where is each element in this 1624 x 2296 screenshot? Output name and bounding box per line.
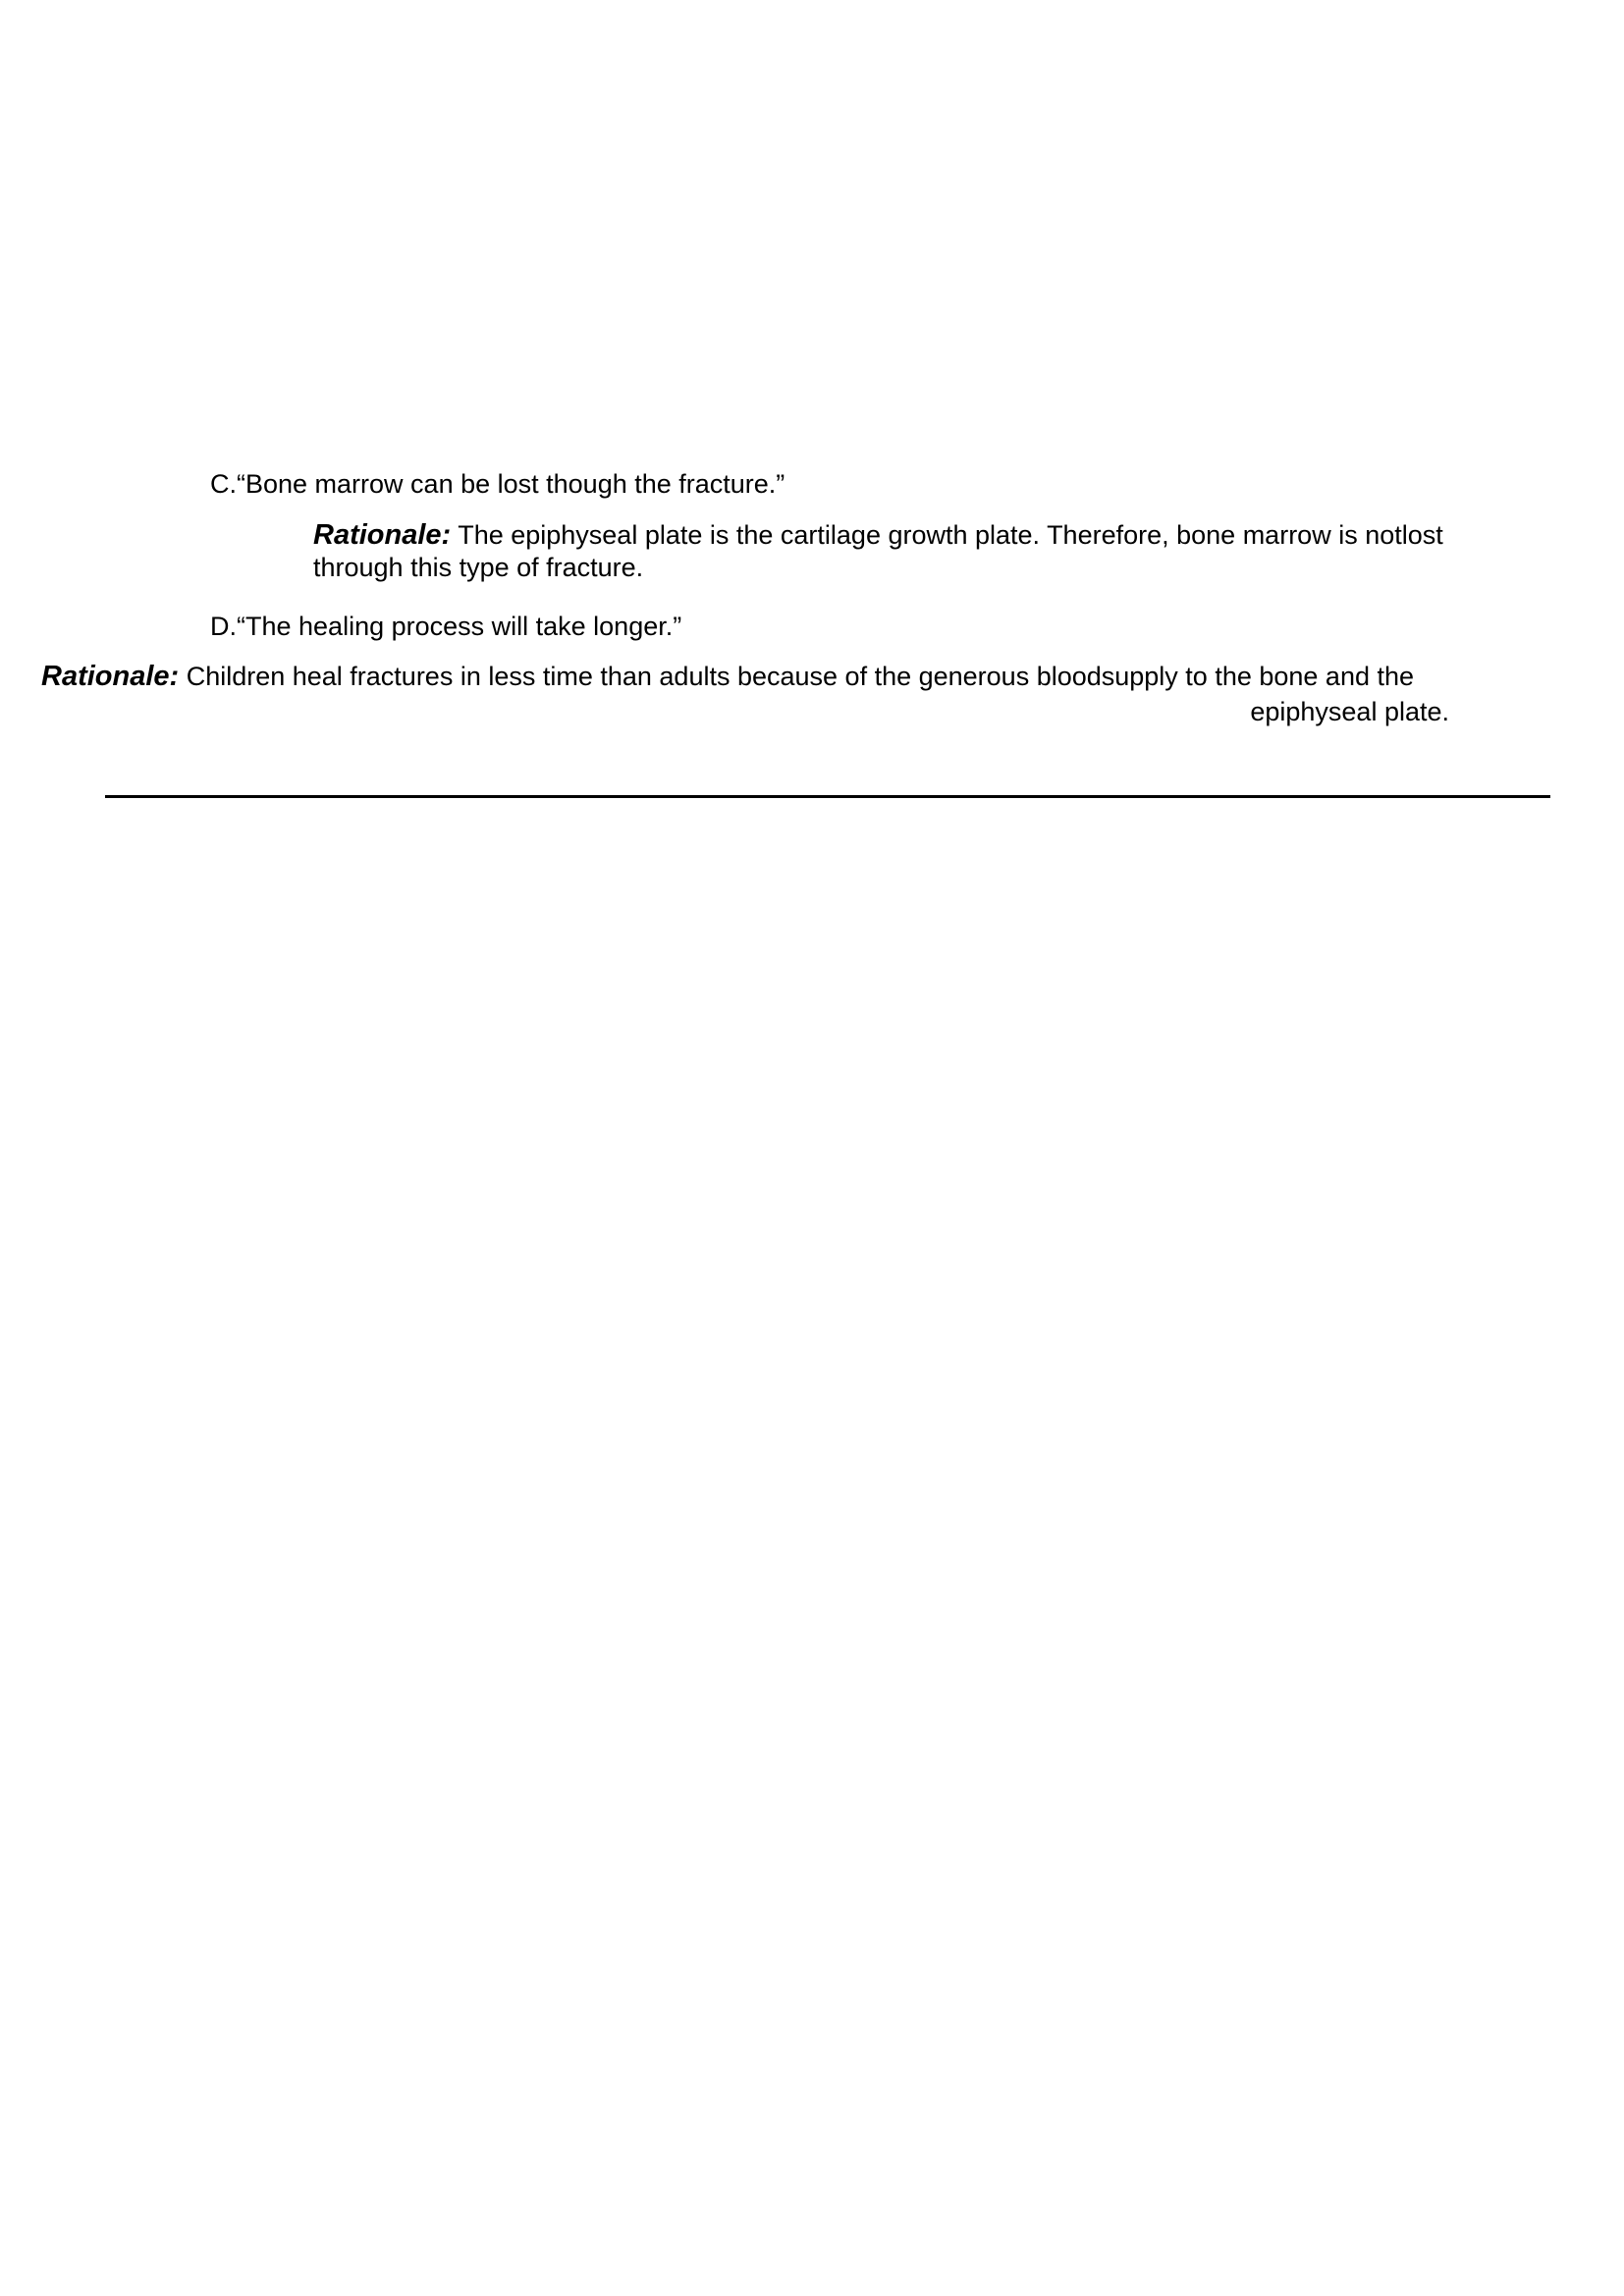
horizontal-divider (105, 795, 1550, 798)
rationale-c-text-line2: through this type of fracture. (313, 553, 644, 582)
answer-option-c-text: C.“Bone marrow can be lost though the fracture.” (210, 469, 785, 499)
rationale-d-text-line2: epiphyseal plate. (1250, 697, 1449, 726)
rationale-c-text-line1: The epiphyseal plate is the cartilage growth plate. Therefore, bone marrow is notlost (451, 520, 1443, 550)
rationale-c-label: Rationale: (313, 519, 452, 551)
rationale-c-first-line (313, 518, 1443, 552)
rationale-d-second-line (1250, 695, 1449, 728)
answer-option-d (210, 610, 681, 643)
rationale-c-second-line (313, 551, 643, 584)
rationale-d-first-line (41, 660, 1414, 693)
answer-option-d-text: D.“The healing process will take longer.” (210, 612, 682, 641)
answer-option-c (210, 467, 785, 501)
rationale-d-text-line1: Children heal fractures in less time than adults because of the generous bloodsupply to the bone and the (179, 662, 1415, 691)
rationale-d-label: Rationale: (41, 661, 180, 692)
